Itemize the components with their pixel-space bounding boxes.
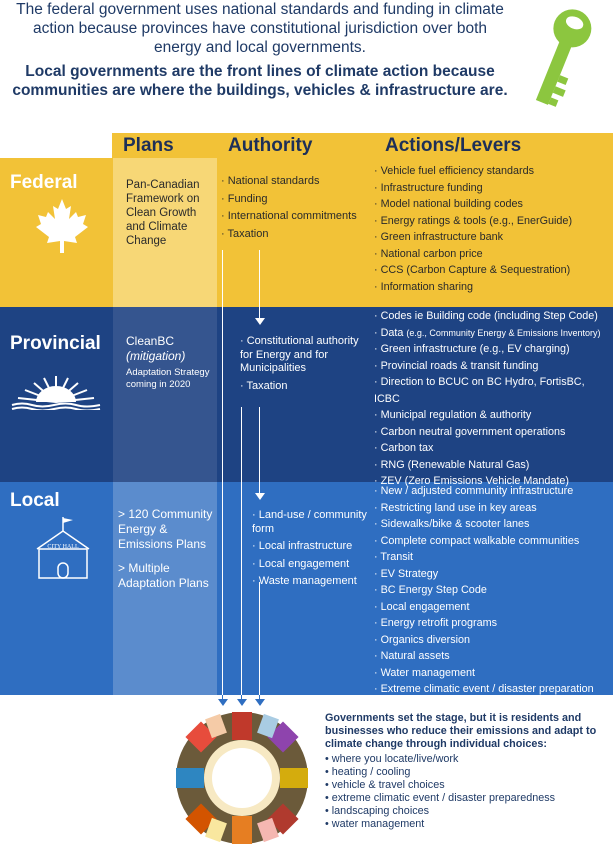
federal-action-item: · Infrastructure funding bbox=[374, 181, 483, 194]
intro-statement: The federal government uses national standards and funding in climate action because provinces have constitutional jurisdiction over both energy and local governments. bbox=[16, 1, 504, 56]
column-header-bar bbox=[112, 133, 613, 158]
column-authority: Authority bbox=[228, 135, 313, 156]
flow-arrow-line bbox=[259, 582, 260, 695]
provincial-actions-list bbox=[374, 308, 610, 490]
federal-action-item: · Green infrastructure bank bbox=[374, 231, 504, 243]
provincial-action-item: · Green infrastructure (e.g., EV charging) bbox=[374, 343, 570, 355]
arrow-head bbox=[218, 699, 228, 706]
provincial-action-item: · Carbon neutral government operations bbox=[374, 425, 566, 438]
sunrise-icon bbox=[10, 372, 102, 410]
column-plans: Plans bbox=[123, 135, 174, 156]
local-action-item: · Complete compact walkable communities bbox=[374, 534, 580, 547]
provincial-action-item: · Municipal regulation & authority bbox=[374, 409, 532, 421]
provincial-action-item: · Carbon tax bbox=[374, 442, 434, 454]
provincial-action-item: · Provincial roads & transit funding bbox=[374, 359, 539, 372]
data-note: (e.g., Community Energy & Emissions Inventory) bbox=[406, 327, 601, 338]
intro-emphasis: Local governments are the front lines of climate action because communities are where the buildings, vehicles & infrastructure are. bbox=[12, 63, 508, 99]
federal-authority-list bbox=[221, 175, 369, 245]
provincial-plan-title: CleanBC bbox=[126, 334, 175, 348]
provincial-action-item: · ZEV (Zero Emissions Vehicle Mandate) bbox=[374, 475, 570, 487]
flow-arrow-line bbox=[222, 250, 223, 695]
flow-arrow-line bbox=[259, 250, 260, 320]
provincial-plan-subtitle: (mitigation) bbox=[126, 349, 186, 363]
provincial-authority-item: · Taxation bbox=[240, 379, 288, 392]
local-action-item: · New / adjusted community infrastructure bbox=[374, 485, 574, 497]
provincial-authority-item: · Constitutional authority for Energy and for Municipalities bbox=[240, 335, 359, 374]
provincial-authority-list bbox=[240, 335, 366, 397]
choice-item: • extreme climatic event / disaster preparedness bbox=[325, 792, 556, 804]
key-icon bbox=[520, 4, 600, 114]
local-action-item: · Local engagement bbox=[374, 600, 470, 613]
federal-authority-item: · National standards bbox=[221, 175, 320, 187]
local-authority-item: · Local infrastructure bbox=[252, 540, 353, 552]
local-action-item: · Energy retrofit programs bbox=[374, 617, 498, 629]
federal-authority-item: · Taxation bbox=[221, 227, 269, 240]
maple-leaf-icon bbox=[34, 197, 90, 255]
column-actions: Actions/Levers bbox=[385, 135, 522, 156]
provincial-plan-note: Adaptation Strategy coming in 2020 bbox=[126, 367, 210, 390]
city-hall-label: CITY HALL bbox=[47, 544, 79, 550]
provincial-action-item: · RNG (Renewable Natural Gas) bbox=[374, 458, 530, 471]
choice-item: • vehicle & travel choices bbox=[325, 779, 445, 791]
federal-action-item: · CCS (Carbon Capture & Sequestration) bbox=[374, 264, 571, 276]
arrow-head bbox=[255, 493, 265, 500]
community-circle-icon bbox=[172, 708, 312, 848]
provincial-action-item: · Codes ie Building code (including Step Code) bbox=[374, 310, 598, 322]
federal-action-item: · Energy ratings & tools (e.g., EnerGuide) bbox=[374, 214, 573, 227]
local-action-item: · Water management bbox=[374, 666, 476, 679]
choices-lead: Governments set the stage, but it is residents and businesses who reduce their emissions and adapt to climate change through individual choices: bbox=[325, 712, 597, 750]
federal-action-item: · Information sharing bbox=[374, 280, 474, 293]
choice-item: • water management bbox=[325, 818, 425, 830]
provincial-action-item: · Direction to BCUC on BC Hydro, FortisBC, ICBC bbox=[374, 376, 585, 405]
individual-choices bbox=[325, 712, 610, 831]
local-action-item: · BC Energy Step Code bbox=[374, 584, 487, 596]
federal-action-item: · Vehicle fuel efficiency standards bbox=[374, 165, 535, 177]
local-plan-adaptation: > Multiple Adaptation Plans bbox=[118, 561, 209, 590]
federal-label: Federal bbox=[10, 172, 78, 193]
local-authority-item: · Land-use / community form bbox=[252, 509, 367, 535]
local-action-item: · Restricting land use in key areas bbox=[374, 501, 537, 514]
local-authority-list bbox=[252, 509, 368, 593]
local-action-item: · Sidewalks/bike & scooter lanes bbox=[374, 518, 530, 530]
local-action-item: · Extreme climatic event / disaster preparation bbox=[374, 683, 594, 695]
flow-arrow-line bbox=[259, 407, 260, 495]
local-action-item: · Natural assets bbox=[374, 650, 450, 662]
local-action-item: · Transit bbox=[374, 551, 413, 563]
choice-item: • landscaping choices bbox=[325, 805, 430, 817]
federal-action-item: · National carbon price bbox=[374, 247, 483, 260]
local-plan-ceep: > 120 Community Energy & Emissions Plans bbox=[118, 507, 213, 551]
data-lead: · Data bbox=[374, 326, 404, 339]
choice-item: • where you locate/live/work bbox=[325, 753, 459, 765]
federal-actions-list bbox=[374, 163, 610, 295]
federal-authority-item: · Funding bbox=[221, 192, 268, 205]
local-authority-item: · Local engagement bbox=[252, 557, 350, 570]
local-authority-item: · Waste management bbox=[252, 575, 357, 587]
choice-item: • heating / cooling bbox=[325, 766, 411, 778]
provincial-label: Provincial bbox=[10, 333, 101, 354]
local-action-item: · EV Strategy bbox=[374, 567, 439, 580]
arrow-head bbox=[255, 318, 265, 325]
federal-action-item: · Model national building codes bbox=[374, 198, 523, 210]
arrow-head bbox=[237, 699, 247, 706]
federal-plan: Pan-Canadian Framework on Clean Growth and Climate Change bbox=[126, 179, 200, 247]
arrow-head bbox=[255, 699, 265, 706]
provincial-action-item-data bbox=[374, 325, 610, 342]
local-action-item: · Organics diversion bbox=[374, 633, 471, 646]
federal-authority-item: · International commitments bbox=[221, 210, 357, 222]
local-label: Local bbox=[10, 490, 60, 511]
local-actions-list bbox=[374, 483, 610, 698]
flow-arrow-line bbox=[241, 407, 242, 695]
